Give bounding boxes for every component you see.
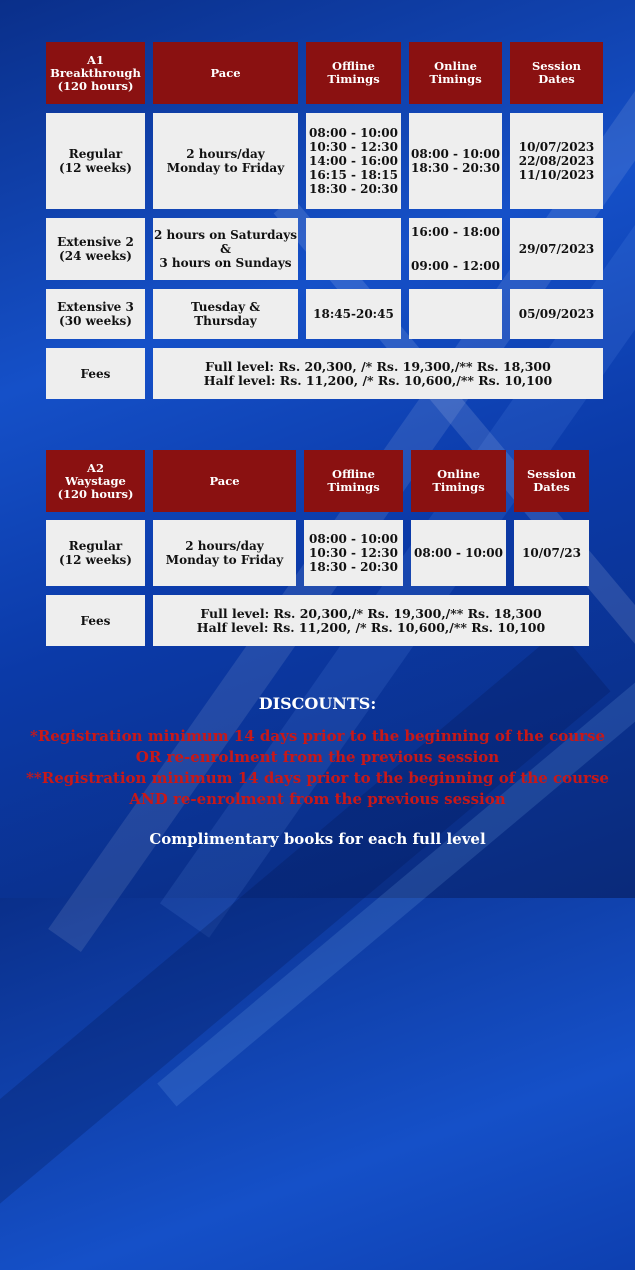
a1-regular-label: Regular (12 weeks) [46,113,145,209]
a2-level-header: A2 Waystage (120 hours) [46,450,145,512]
a1-extensive2-online-timings [409,218,502,280]
a1-pace-header: Pace [153,42,298,104]
a1-fees-text: Full level: Rs. 20,300, /* Rs. 19,300,/** Rs. 18,300 Half level: Rs. 11,200, /* Rs. 10,600,/** Rs. 10,100 [153,348,603,399]
a2-fees-text: Full level: Rs. 20,300,/* Rs. 19,300,/** Rs. 18,300 Half level: Rs. 11,200, /* Rs. 10,600,/** Rs. 10,100 [153,595,589,646]
a2-offline-header: Offline Timings [304,450,403,512]
a2-regular-offline-timings: 08:00 - 10:00 10:30 - 12:30 18:30 - 20:30 [304,520,403,586]
a1-online-header: Online Timings [409,42,502,104]
a1-fees-label: Fees [46,348,145,399]
a1-offline-header: Offline Timings [306,42,401,104]
a2-regular-label: Regular (12 weeks) [46,520,145,586]
a1-extensive2-dates: 29/07/2023 [510,218,603,280]
a2-online-header: Online Timings [411,450,506,512]
a1-extensive2-offline-timings [306,218,401,280]
discounts-title: DISCOUNTS: [258,694,377,713]
discount-line-2: OR re-enrolment from the previous session [135,748,500,766]
a2-fees-label: Fees [46,595,145,646]
a1-extensive3-dates: 05/09/2023 [510,289,603,339]
a2-regular-pace: 2 hours/day Monday to Friday [153,520,296,586]
a2-dates-header: Session Dates [514,450,589,512]
a1-dates-header: Session Dates [510,42,603,104]
discount-line-1: *Registration minimum 14 days prior to the beginning of the course [29,727,606,745]
a2-regular-dates: 10/07/23 [514,520,589,586]
a1-extensive3-pace: Tuesday & Thursday [153,289,298,339]
a1-level-header: A1 Breakthrough (120 hours) [46,42,145,104]
a1-regular-offline-timings: 08:00 - 10:00 10:30 - 12:30 14:00 - 16:00 16:15 - 18:15 18:30 - 20:30 [306,113,401,209]
a1-extensive2-online-time-1: 16:00 - 18:00 [411,225,500,239]
a1-extensive3-online-timings [409,289,502,339]
complimentary-books-note: Complimentary books for each full level [149,830,486,848]
a2-regular-online-timings: 08:00 - 10:00 [411,520,506,586]
a1-regular-dates: 10/07/2023 22/08/2023 11/10/2023 [510,113,603,209]
a1-regular-pace: 2 hours/day Monday to Friday [153,113,298,209]
a1-extensive2-label: Extensive 2 (24 weeks) [46,218,145,280]
a1-regular-online-timings: 08:00 - 10:00 18:30 - 20:30 [409,113,502,209]
a1-extensive3-label: Extensive 3 (30 weeks) [46,289,145,339]
discount-line-4: AND re-enrolment from the previous session [129,790,506,808]
a1-extensive2-online-time-2: 09:00 - 12:00 [411,259,500,273]
discount-line-3: **Registration minimum 14 days prior to the beginning of the course [26,769,609,787]
a2-pace-header: Pace [153,450,296,512]
a1-extensive3-offline-timings: 18:45-20:45 [306,289,401,339]
a1-extensive2-pace: 2 hours on Saturdays & 3 hours on Sundays [153,218,298,280]
